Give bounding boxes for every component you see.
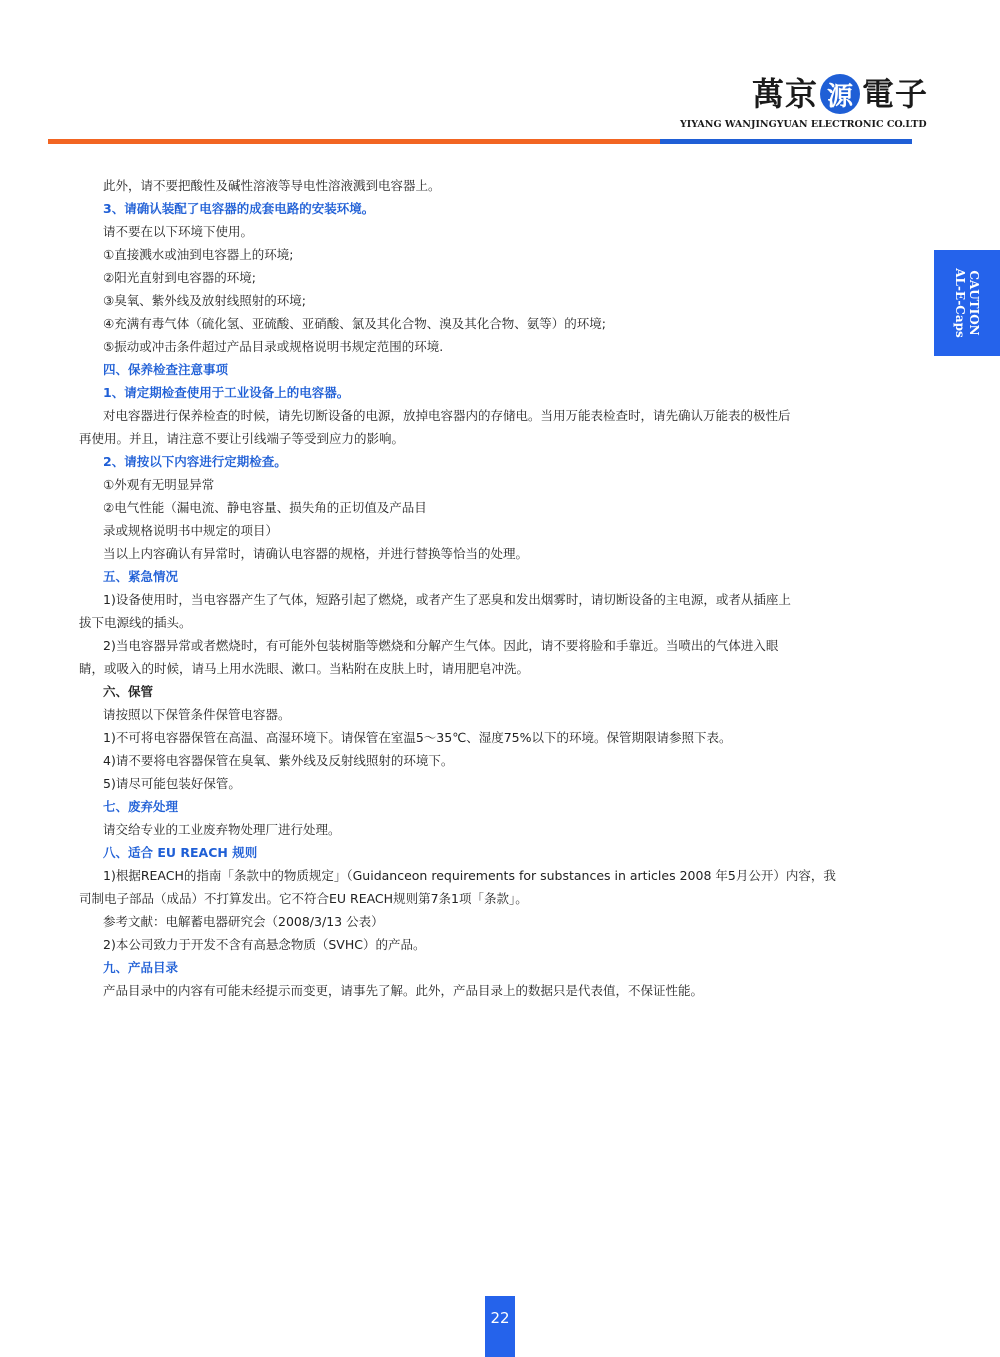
body-text: 产品目录中的内容有可能未经提示而变更，请事先了解。此外，产品目录上的数据只是代表值，不保证性能。 [103, 983, 704, 998]
company-english-name: YIYANG WANJINGYUAN ELECTRONIC CO.LTD [680, 119, 927, 130]
logo-text-part2: 電子 [862, 75, 929, 113]
body-text: 请交给专业的工业废弃物处理厂进行处理。 [103, 822, 341, 837]
section-heading: 四、保养检查注意事项 [103, 362, 229, 377]
side-tab-line1: CAUTION [967, 270, 981, 336]
list-item: ①外观有无明显异常 [103, 477, 215, 492]
section-heading: 八、适合 EU REACH 规则 [103, 845, 258, 860]
body-text: 参考文献：电解蓄电器研究会（2008/3/13 公表） [103, 914, 384, 929]
section-heading: 六、保管 [103, 684, 154, 699]
body-text: 5)请尽可能包装好保管。 [103, 776, 241, 791]
body-text: 睛，或吸入的时候，请马上用水洗眼、漱口。当粘附在皮肤上时，请用肥皂冲洗。 [79, 661, 530, 676]
section-heading: 九、产品目录 [103, 960, 179, 975]
section-heading: 七、废弃处理 [103, 799, 179, 814]
body-text: 此外，请不要把酸性及碱性溶液等导电性溶液溅到电容器上。 [103, 178, 441, 193]
body-text: 再使用。并且，请注意不要让引线端子等受到应力的影响。 [79, 431, 405, 446]
subsection-heading: 1、请定期检查使用于工业设备上的电容器。 [103, 385, 350, 400]
side-section-tab [934, 250, 1000, 356]
body-text: 1)设备使用时，当电容器产生了气体，短路引起了燃烧，或者产生了恶臭和发出烟雾时，请切断设备的主电源，或者从插座上 [103, 592, 791, 607]
body-text: 对电容器进行保养检查的时候，请先切断设备的电源，放掉电容器内的存储电。当用万能表检查时，请先确认万能表的极性后 [103, 408, 791, 423]
section-heading: 五、紧急情况 [103, 569, 179, 584]
list-item: ③臭氧、紫外线及放射线照射的环境; [103, 293, 306, 308]
subsection-heading: 2、请按以下内容进行定期检查。 [103, 454, 287, 469]
list-item: ④充满有毒气体（硫化氢、亚硫酸、亚硝酸、氯及其化合物、溴及其化合物、氨等）的环境; [103, 316, 606, 331]
page-number: 22 [485, 1296, 515, 1357]
body-text: 1)不可将电容器保管在高温、高湿环境下。请保管在室温5～35℃、湿度75%以下的环境。保管期限请参照下表。 [103, 730, 732, 745]
list-item: ①直接溅水或油到电容器上的环境; [103, 247, 294, 262]
side-tab-label [953, 268, 981, 338]
body-text: 4)请不要将电容器保管在臭氧、紫外线及反射线照射的环境下。 [103, 753, 454, 768]
body-text: 请按照以下保管条件保管电容器。 [103, 707, 291, 722]
list-item: ⑤振动或冲击条件超过产品目录或规格说明书规定范围的环境. [103, 339, 444, 354]
list-item: ②电气性能（漏电流、静电容量、损失角的正切值及产品目 [103, 500, 427, 515]
header-rule-orange [48, 139, 660, 144]
logo-wordmark [752, 72, 928, 116]
logo-circle-mark: 源 [820, 74, 860, 114]
body-text: 拔下电源线的插头。 [79, 615, 192, 630]
subsection-heading: 3、请确认装配了电容器的成套电路的安装环境。 [103, 201, 375, 216]
body-text: 1)根据REACH的指南「条款中的物质规定」（Guidanceon requirements for substances in articles 2008 年5月公开）内容，我 [103, 868, 836, 883]
list-item: 录或规格说明书中规定的项目） [103, 523, 279, 538]
body-text: 当以上内容确认有异常时，请确认电容器的规格，并进行替换等恰当的处理。 [103, 546, 529, 561]
logo-text-part1: 萬京 [752, 75, 819, 113]
body-text: 2)当电容器异常或者燃烧时，有可能外包装树脂等燃烧和分解产生气体。因此，请不要将脸和手靠近。当喷出的气体进入眼 [103, 638, 779, 653]
side-tab-line2: AL-E-Caps [953, 268, 967, 338]
header-rule-blue [660, 139, 912, 144]
list-item: ②阳光直射到电容器的环境; [103, 270, 256, 285]
body-text: 司制电子部品（成品）不打算发出。它不符合EU REACH规则第7条1项「条款」。 [79, 891, 528, 906]
body-text: 请不要在以下环境下使用。 [103, 224, 254, 239]
body-text: 2)本公司致力于开发不含有高悬念物质（SVHC）的产品。 [103, 937, 426, 952]
